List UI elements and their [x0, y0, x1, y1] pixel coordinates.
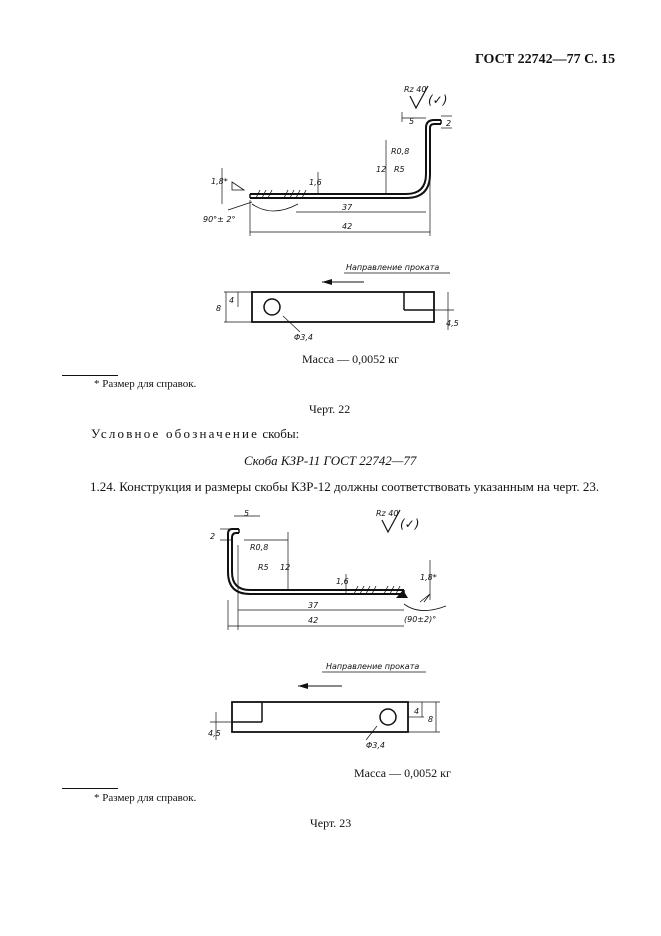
roughness-sign: (✓) — [428, 93, 448, 107]
dim-12: 12 — [376, 165, 387, 174]
dim-5: 5 — [409, 117, 415, 126]
dim-r5-23: R5 — [258, 563, 269, 572]
dim-1-8: 1,8* — [211, 177, 228, 186]
designation-text: Скоба КЗР-11 ГОСТ 22742—77 — [244, 453, 417, 468]
dim-2-23: 2 — [210, 532, 216, 541]
caption-fig23: Черт. 23 — [310, 816, 352, 830]
footnote-fig22: * Размер для справок. — [94, 378, 197, 390]
roughness-label-23: Rz 40 — [376, 509, 399, 518]
dim-37: 37 — [342, 203, 353, 212]
dim-12-23: 12 — [280, 563, 291, 572]
dim-r08-23: R0,8 — [250, 543, 269, 552]
dim-1-6: 1,6 — [309, 178, 322, 187]
dim-angle: 90°± 2° — [203, 215, 236, 224]
dim-hole-23: Φ3,4 — [366, 741, 386, 750]
dim-42-23: 42 — [308, 616, 319, 625]
mass-fig22: Масса — 0,0052 кг — [302, 352, 399, 366]
dim-4-5-23: 4,5 — [208, 729, 221, 738]
designation-tail: скобы: — [259, 426, 300, 441]
rolling-label-23: Направление проката — [326, 662, 420, 671]
dim-42: 42 — [342, 222, 353, 231]
dim-r5: R5 — [394, 165, 405, 174]
mass-fig23: Масса — 0,0052 кг — [354, 766, 451, 780]
roughness-label: Rz 40 — [404, 85, 427, 94]
dim-5-23: 5 — [244, 509, 250, 518]
designation-label: Условное обозначение — [91, 426, 260, 441]
dim-1-6-23: 1,6 — [336, 577, 349, 586]
caption-fig22: Черт. 22 — [309, 402, 351, 416]
dim-2: 2 — [446, 119, 452, 128]
rolling-label: Направление проката — [346, 263, 440, 272]
footnote-rule-23 — [62, 788, 118, 789]
dim-4-23: 4 — [414, 707, 420, 716]
paragraph-1-24: 1.24. Конструкция и размеры скобы КЗР-12 должны соответствовать указанным на черт. 23. — [90, 479, 600, 494]
dim-angle-23: (90±2)° — [404, 615, 437, 624]
dim-8-23: 8 — [428, 715, 434, 724]
dim-8: 8 — [216, 304, 222, 313]
dim-1-8-23: 1,8* — [420, 573, 437, 582]
roughness-sign-23: (✓) — [400, 517, 420, 531]
dim-4-5: 4,5 — [446, 319, 459, 328]
dim-hole: Φ3,4 — [294, 333, 314, 342]
dim-r08: R0,8 — [391, 147, 410, 156]
page-header: ГОСТ 22742—77 С. 15 — [475, 52, 616, 67]
footnote-fig23: * Размер для справок. — [94, 792, 197, 804]
dim-4: 4 — [229, 296, 235, 305]
dim-37-23: 37 — [308, 601, 319, 610]
